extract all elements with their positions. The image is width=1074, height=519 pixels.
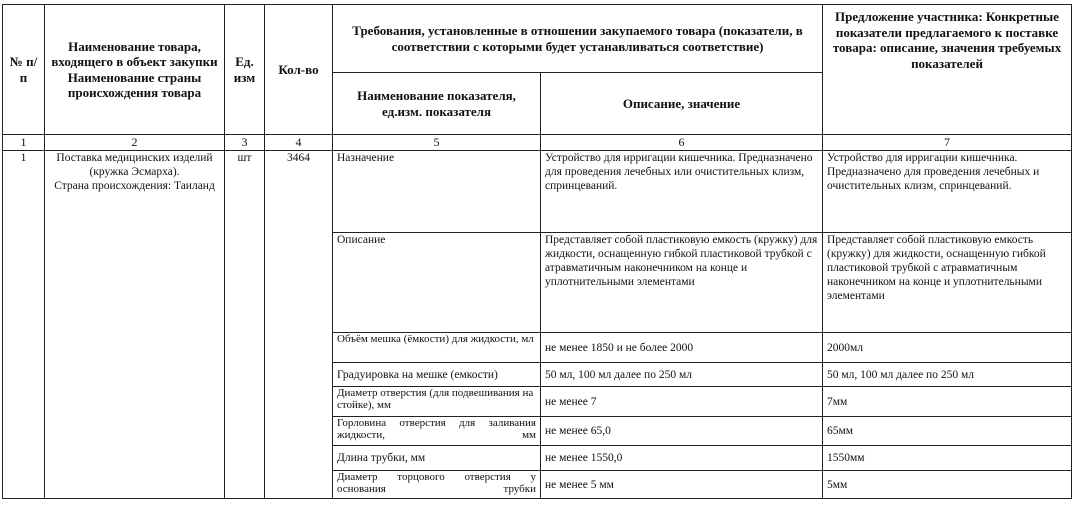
header-product-name: Наименование товара, входящего в объект закупки Наименование страны происхождения товара [45,5,225,135]
column-number: 7 [823,135,1072,151]
offer-value: 5мм [823,471,1072,499]
table-row [3,151,1072,233]
item-name-cell [45,151,225,499]
column-number: 5 [333,135,541,151]
header-row-1 [3,5,1072,73]
requirement-value: не менее 7 [541,387,823,417]
header-description-value: Описание, значение [541,73,823,135]
item-country: Страна происхождения: Таиланд [54,180,215,192]
header-unit: Ед. изм [225,5,265,135]
requirement-value: не менее 1550,0 [541,446,823,471]
indicator-name: Описание [333,233,541,333]
header-qty: Кол-во [265,5,333,135]
offer-value: Устройство для ирригации кишечника. Предназначено для проведения лечебных и очистительных клизм, спринцеваний. [823,151,1072,233]
specification-table [2,4,1072,499]
offer-value: 50 мл, 100 мл далее по 250 мл [823,363,1072,387]
indicator-name: Длина трубки, мм [333,446,541,471]
indicator-name: Диаметр торцового отверстия у основания трубки [333,471,541,499]
column-number: 3 [225,135,265,151]
indicator-name: Диаметр отверстия (для подвешивания на стойке), мм [333,387,541,417]
column-number: 6 [541,135,823,151]
header-num: № п/п [3,5,45,135]
item-unit: шт [225,151,265,499]
offer-value: 2000мл [823,333,1072,363]
indicator-name: Горловина отверстия для заливания жидкости, мм [333,417,541,446]
offer-value: Представляет собой пластиковую емкость (кружку) для жидкости, оснащенную гибкой пластиковой трубкой с атравматичным наконечником на конце и уплотнительными элементами [823,233,1072,333]
item-name: Поставка медицинских изделий (кружка Эсмарха). [56,152,213,178]
indicator-name: Назначение [333,151,541,233]
item-qty: 3464 [265,151,333,499]
offer-value: 65мм [823,417,1072,446]
column-numbers-row [3,135,1072,151]
indicator-name: Объём мешка (ёмкости) для жидкости, мл [333,333,541,363]
header-indicator-name: Наименование показателя, ед.изм. показателя [333,73,541,135]
requirement-value: Устройство для ирригации кишечника. Предназначено для проведения лечебных или очистительных клизм, спринцеваний. [541,151,823,233]
requirement-value: не менее 1850 и не более 2000 [541,333,823,363]
header-requirements: Требования, установленные в отношении закупаемого товара (показатели, в соответствии с которыми будет устанавливаться соответствие) [333,5,823,73]
column-number: 2 [45,135,225,151]
offer-value: 1550мм [823,446,1072,471]
item-num: 1 [3,151,45,499]
column-number: 1 [3,135,45,151]
requirement-value: 50 мл, 100 мл далее по 250 мл [541,363,823,387]
requirement-value: не менее 5 мм [541,471,823,499]
column-number: 4 [265,135,333,151]
offer-value: 7мм [823,387,1072,417]
requirement-value: не менее 65,0 [541,417,823,446]
requirement-value: Представляет собой пластиковую емкость (кружку) для жидкости, оснащенную гибкой пластиковой трубкой с атравматичным наконечником на конце и уплотнительными элементами [541,233,823,333]
header-offer: Предложение участника: Конкретные показатели предлагаемого к поставке товара: описание, значения требуемых показателей [823,5,1072,135]
indicator-name: Градуировка на мешке (емкости) [333,363,541,387]
